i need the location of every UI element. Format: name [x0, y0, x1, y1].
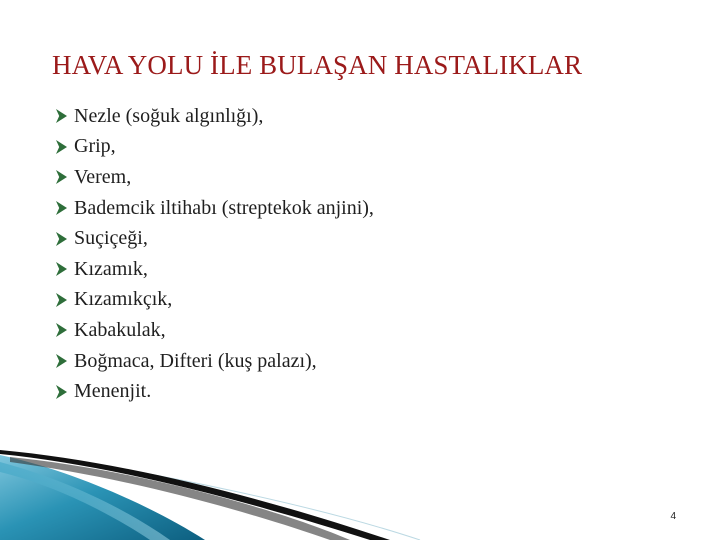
- arrowhead-bullet-icon: [56, 323, 67, 337]
- list-item-text: Grip,: [74, 135, 116, 158]
- list-item-text: Kabakulak,: [74, 318, 166, 341]
- arrowhead-bullet-icon: [56, 140, 67, 154]
- list-item-text: Boğmaca, Difteri (kuş palazı),: [74, 349, 317, 372]
- list-item: [56, 376, 374, 407]
- page-number: 4: [670, 511, 676, 522]
- arrowhead-bullet-icon: [56, 232, 67, 246]
- list-item-text: Nezle (soğuk algınlığı),: [74, 104, 264, 127]
- list-item: [56, 346, 374, 377]
- arrowhead-bullet-icon: [56, 293, 67, 307]
- arrowhead-bullet-icon: [56, 262, 67, 276]
- list-item-text: Kızamık,: [74, 257, 148, 280]
- disease-list: [56, 101, 374, 407]
- list-item: [56, 254, 374, 285]
- list-item: [56, 315, 374, 346]
- list-item-text: Suçiçeği,: [74, 227, 148, 250]
- arrowhead-bullet-icon: [56, 170, 67, 184]
- list-item: [56, 132, 374, 163]
- list-item-text: Kızamıkçık,: [74, 288, 173, 311]
- list-item-text: Bademcik iltihabı (streptekok anjini),: [74, 196, 374, 219]
- slide-title: HAVA YOLU İLE BULAŞAN HASTALIKLAR: [52, 50, 583, 80]
- arrowhead-bullet-icon: [56, 109, 67, 123]
- arrowhead-bullet-icon: [56, 201, 67, 215]
- list-item-text: Verem,: [74, 165, 132, 188]
- arrowhead-bullet-icon: [56, 385, 67, 399]
- list-item: [56, 101, 374, 132]
- list-item-text: Menenjit.: [74, 380, 152, 403]
- list-item: [56, 193, 374, 224]
- arrowhead-bullet-icon: [56, 354, 67, 368]
- list-item: [56, 162, 374, 193]
- list-item: [56, 285, 374, 316]
- list-item: [56, 223, 374, 254]
